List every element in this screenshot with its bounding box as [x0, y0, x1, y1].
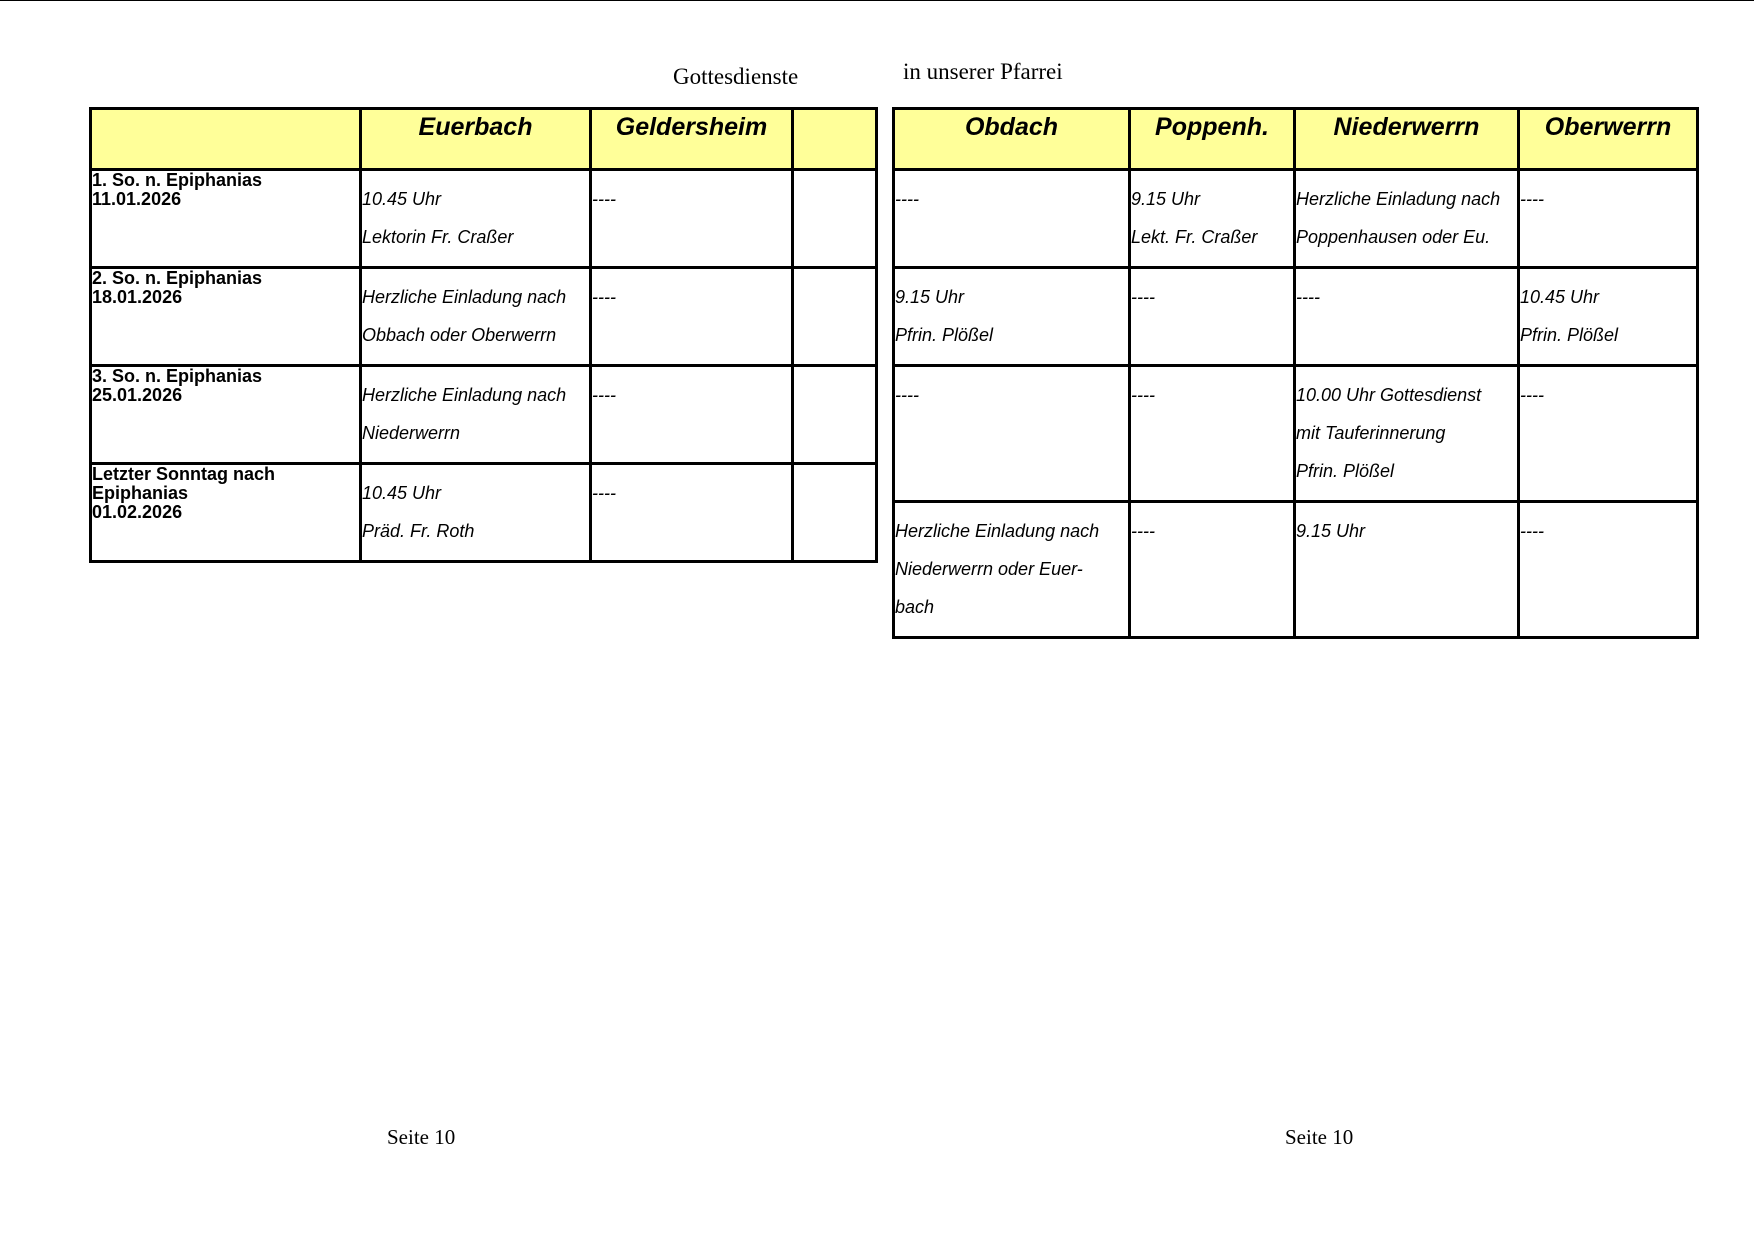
page-number-right: Seite 10	[1285, 1125, 1354, 1149]
service-cell: ----	[1130, 268, 1295, 366]
service-cell: 9.15 Uhr Lekt. Fr. Craßer	[1130, 170, 1295, 268]
day-cell: Letzter Sonntag nach Epiphanias 01.02.2026	[91, 464, 361, 562]
service-cell: ----	[894, 170, 1130, 268]
left-schedule-table	[89, 107, 878, 563]
header-cell-poppenh: Poppenh.	[1130, 109, 1295, 170]
table-row	[91, 268, 877, 366]
day-cell: 2. So. n. Epiphanias 18.01.2026	[91, 268, 361, 366]
service-cell: ----	[1519, 502, 1698, 638]
service-cell: ----	[591, 170, 793, 268]
header-cell-blank	[793, 109, 877, 170]
header-cell-corner	[91, 109, 361, 170]
service-cell: ----	[894, 366, 1130, 502]
table-row	[894, 502, 1698, 638]
table-row	[894, 170, 1698, 268]
service-cell: Herzliche Einladung nach Niederwerrn	[361, 366, 591, 464]
header-cell-obdach: Obdach	[894, 109, 1130, 170]
service-cell: Herzliche Einladung nach Niederwerrn oder Euer- bach	[894, 502, 1130, 638]
service-cell: ----	[1519, 366, 1698, 502]
table-row	[91, 464, 877, 562]
service-cell	[793, 464, 877, 562]
service-cell: ----	[1130, 366, 1295, 502]
service-cell	[793, 366, 877, 464]
header-cell-niederwerrn: Niederwerrn	[1295, 109, 1519, 170]
service-cell: ----	[1519, 170, 1698, 268]
service-cell	[793, 268, 877, 366]
day-cell: 3. So. n. Epiphanias 25.01.2026	[91, 366, 361, 464]
page-number-left: Seite 10	[387, 1125, 456, 1149]
header-cell-geldersheim: Geldersheim	[591, 109, 793, 170]
table-row	[894, 268, 1698, 366]
service-cell: ----	[1295, 268, 1519, 366]
service-cell: 10.45 Uhr Präd. Fr. Roth	[361, 464, 591, 562]
service-cell: 10.45 Uhr Pfrin. Plößel	[1519, 268, 1698, 366]
service-cell: 9.15 Uhr	[1295, 502, 1519, 638]
service-cell: 9.15 Uhr Pfrin. Plößel	[894, 268, 1130, 366]
service-cell: 10.45 Uhr Lektorin Fr. Craßer	[361, 170, 591, 268]
service-cell: Herzliche Einladung nach Obbach oder Oberwerrn	[361, 268, 591, 366]
header-cell-euerbach: Euerbach	[361, 109, 591, 170]
table-row	[91, 366, 877, 464]
service-cell: ----	[591, 268, 793, 366]
service-cell: Herzliche Einladung nach Poppenhausen oder Eu.	[1295, 170, 1519, 268]
table-row	[91, 170, 877, 268]
service-cell: ----	[591, 464, 793, 562]
right-schedule-table	[892, 107, 1699, 639]
top-rule	[0, 0, 1754, 1]
service-cell: ----	[591, 366, 793, 464]
service-cell: ----	[1130, 502, 1295, 638]
service-cell	[793, 170, 877, 268]
day-cell: 1. So. n. Epiphanias 11.01.2026	[91, 170, 361, 268]
page-subtitle: in unserer Pfarrei	[903, 59, 1063, 84]
page-title: Gottesdienste	[673, 64, 799, 89]
header-cell-oberwerrn: Oberwerrn	[1519, 109, 1698, 170]
table-row	[894, 366, 1698, 502]
service-cell: 10.00 Uhr Gottesdienst mit Tauferinnerung Pfrin. Plößel	[1295, 366, 1519, 502]
